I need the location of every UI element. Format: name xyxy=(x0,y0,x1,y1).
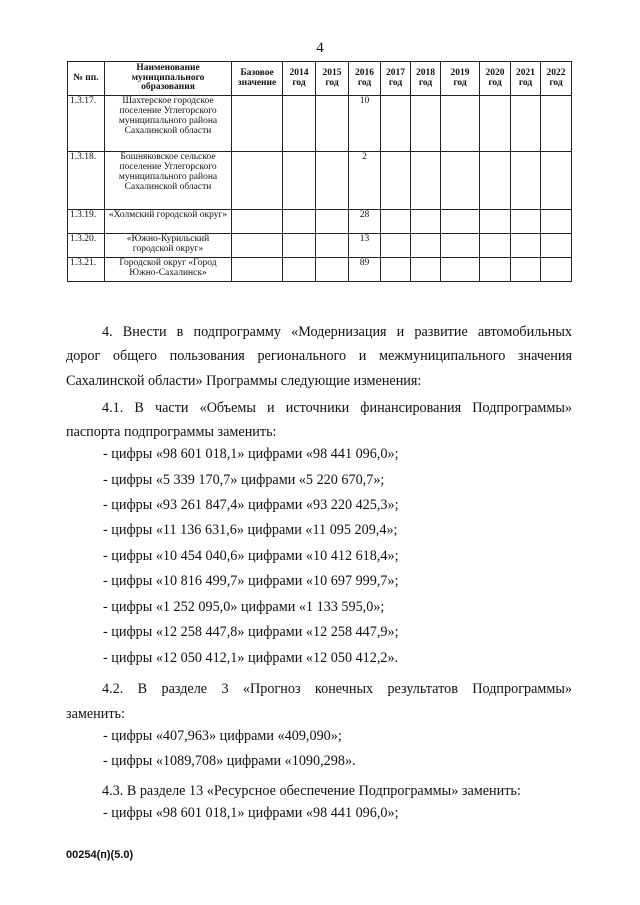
cell-num: 1.3.21. xyxy=(68,258,105,282)
paragraph-4-3-line-1: 4.3. В разделе 13 «Ресурсное обеспечение Подпрограммы» заменить: xyxy=(102,783,521,799)
list-item: - цифры «1089,708» цифрами «1090,298». xyxy=(103,753,356,769)
cell-2014 xyxy=(283,152,316,210)
cell-2022 xyxy=(541,152,572,210)
list-item: - цифры «98 601 018,1» цифрами «98 441 096,0»; xyxy=(103,446,399,462)
cell-2022 xyxy=(541,234,572,258)
col-header-2020: 2020 год xyxy=(480,62,511,96)
cell-2017 xyxy=(381,152,411,210)
cell-num: 1.3.19. xyxy=(68,210,105,234)
list-item: - цифры «1 252 095,0» цифрами «1 133 595,0»; xyxy=(103,599,385,615)
cell-2014 xyxy=(283,210,316,234)
cell-2017 xyxy=(381,234,411,258)
cell-2017 xyxy=(381,210,411,234)
cell-2020 xyxy=(480,258,511,282)
cell-2015 xyxy=(316,152,349,210)
cell-2020 xyxy=(480,96,511,152)
cell-num: 1.3.17. xyxy=(68,96,105,152)
cell-2015 xyxy=(316,210,349,234)
cell-base xyxy=(232,96,283,152)
paragraph-4-1-line-2: паспорта подпрограммы заменить: xyxy=(66,424,277,440)
cell-2022 xyxy=(541,96,572,152)
cell-num: 1.3.18. xyxy=(68,152,105,210)
cell-2019 xyxy=(441,210,480,234)
cell-2018 xyxy=(411,234,441,258)
cell-name: Шахтерское городское поселение Углегорского муниципального района Сахалинской области xyxy=(105,96,232,152)
paragraph-4-2-line-2: заменить: xyxy=(66,706,125,722)
table-row xyxy=(68,234,572,258)
table-row xyxy=(68,96,572,152)
cell-base xyxy=(232,234,283,258)
cell-base xyxy=(232,210,283,234)
table-row xyxy=(68,258,572,282)
cell-2016: 10 xyxy=(349,96,381,152)
list-item: - цифры «5 339 170,7» цифрами «5 220 670,7»; xyxy=(103,472,385,488)
cell-2015 xyxy=(316,258,349,282)
paragraph-4-1-line-1: 4.1. В части «Объемы и источники финансирования Подпрограммы» xyxy=(102,400,572,416)
col-header-2019: 2019 год xyxy=(441,62,480,96)
cell-name: Бошняковское сельское поселение Углегорского муниципального района Сахалинской области xyxy=(105,152,232,210)
cell-name: «Холмский городской округ» xyxy=(105,210,232,234)
cell-base xyxy=(232,152,283,210)
col-header-2014: 2014 год xyxy=(283,62,316,96)
cell-2016: 13 xyxy=(349,234,381,258)
list-item: - цифры «407,963» цифрами «409,090»; xyxy=(103,728,342,744)
cell-2017 xyxy=(381,96,411,152)
cell-2016: 89 xyxy=(349,258,381,282)
col-header-name: Наименование муниципального образования xyxy=(105,62,232,96)
col-header-num: № пп. xyxy=(68,62,105,96)
cell-2022 xyxy=(541,210,572,234)
col-header-2015: 2015 год xyxy=(316,62,349,96)
cell-num: 1.3.20. xyxy=(68,234,105,258)
col-header-2018: 2018 год xyxy=(411,62,441,96)
col-header-2022: 2022 год xyxy=(541,62,572,96)
cell-2019 xyxy=(441,96,480,152)
cell-2018 xyxy=(411,258,441,282)
cell-2014 xyxy=(283,96,316,152)
document-code: 00254(п)(5.0) xyxy=(66,849,134,861)
list-item: - цифры «98 601 018,1» цифрами «98 441 096,0»; xyxy=(103,805,399,821)
list-item: - цифры «93 261 847,4» цифрами «93 220 425,3»; xyxy=(103,497,399,513)
cell-2021 xyxy=(511,96,541,152)
cell-2021 xyxy=(511,210,541,234)
cell-2020 xyxy=(480,210,511,234)
table-header-row xyxy=(68,62,572,96)
col-header-2017: 2017 год xyxy=(381,62,411,96)
cell-2018 xyxy=(411,152,441,210)
table-row xyxy=(68,210,572,234)
paragraph-4-2-line-1: 4.2. В разделе 3 «Прогноз конечных результатов Подпрограммы» xyxy=(102,681,572,697)
cell-2021 xyxy=(511,152,541,210)
cell-2014 xyxy=(283,258,316,282)
list-item: - цифры «11 136 631,6» цифрами «11 095 209,4»; xyxy=(103,522,398,538)
cell-2018 xyxy=(411,96,441,152)
paragraph-4-line-3: Сахалинской области» Программы следующие изменения: xyxy=(66,373,422,389)
cell-2022 xyxy=(541,258,572,282)
list-item: - цифры «10 454 040,6» цифрами «10 412 618,4»; xyxy=(103,548,399,564)
table-row xyxy=(68,152,572,210)
cell-2019 xyxy=(441,234,480,258)
cell-base xyxy=(232,258,283,282)
cell-2014 xyxy=(283,234,316,258)
page-number: 4 xyxy=(316,40,324,56)
indicators-table xyxy=(67,61,572,282)
cell-2018 xyxy=(411,210,441,234)
col-header-2021: 2021 год xyxy=(511,62,541,96)
list-item: - цифры «12 258 447,8» цифрами «12 258 447,9»; xyxy=(103,624,399,640)
cell-2019 xyxy=(441,258,480,282)
cell-2020 xyxy=(480,152,511,210)
cell-2015 xyxy=(316,96,349,152)
cell-2020 xyxy=(480,234,511,258)
cell-2021 xyxy=(511,234,541,258)
list-item: - цифры «12 050 412,1» цифрами «12 050 412,2». xyxy=(103,650,399,666)
cell-name: Городской округ «Город Южно-Сахалинск» xyxy=(105,258,232,282)
col-header-2016: 2016 год xyxy=(349,62,381,96)
col-header-base: Базовое значение xyxy=(232,62,283,96)
cell-name: «Южно-Курильский городской округ» xyxy=(105,234,232,258)
cell-2017 xyxy=(381,258,411,282)
paragraph-4-line-1: 4. Внести в подпрограмму «Модернизация и развитие автомобильных xyxy=(102,324,572,340)
cell-2015 xyxy=(316,234,349,258)
cell-2021 xyxy=(511,258,541,282)
cell-2016: 28 xyxy=(349,210,381,234)
list-item: - цифры «10 816 499,7» цифрами «10 697 999,7»; xyxy=(103,573,399,589)
cell-2019 xyxy=(441,152,480,210)
paragraph-4-line-2: дорог общего пользования регионального и межмуниципального значения xyxy=(66,348,572,364)
cell-2016: 2 xyxy=(349,152,381,210)
